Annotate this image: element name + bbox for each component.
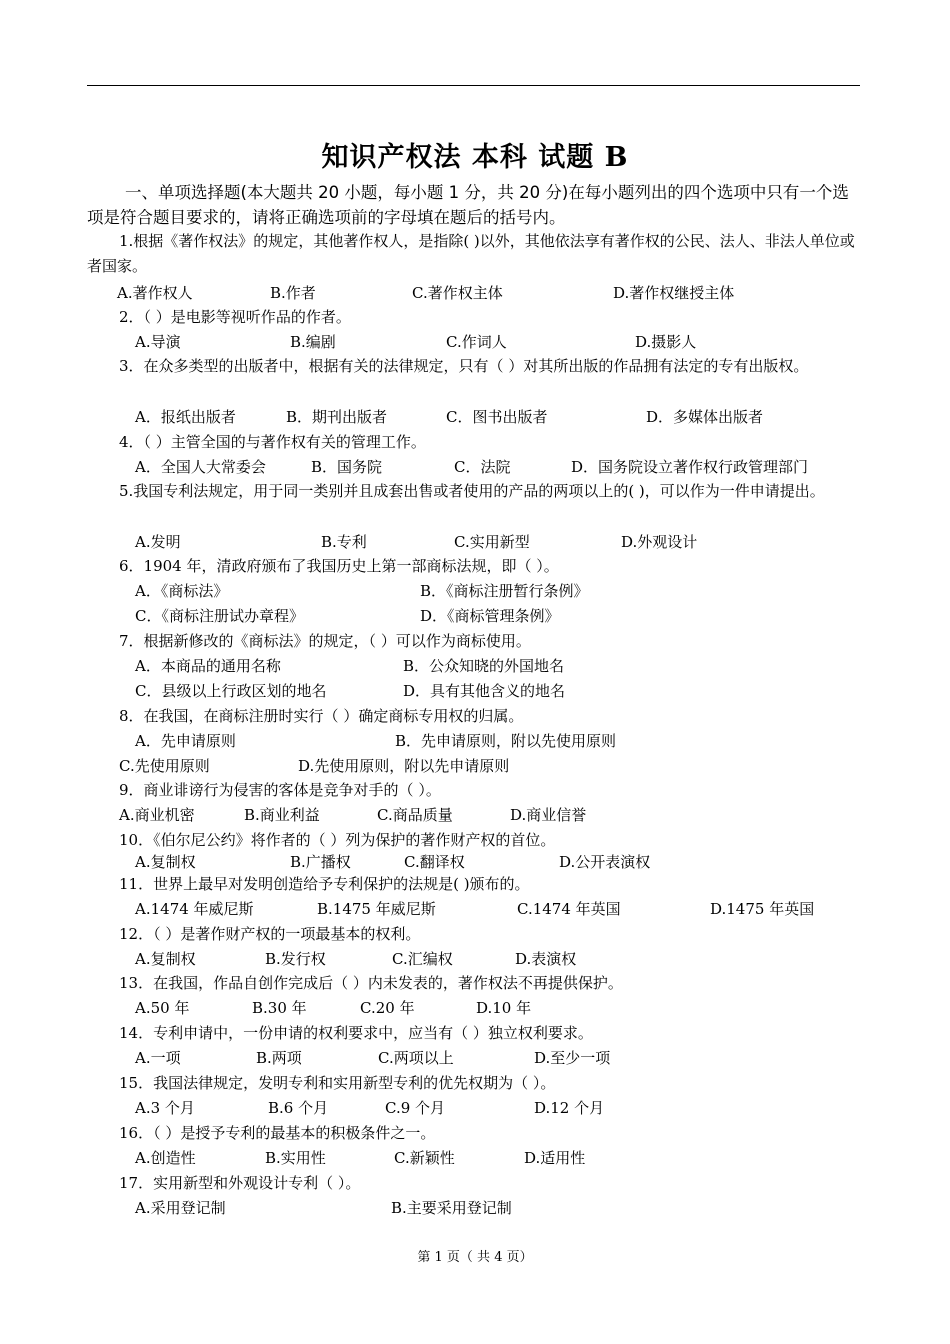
option: C.新颖性 xyxy=(394,1149,455,1167)
question-stem: 8．在我国，在商标注册时实行（ ）确定商标专用权的归属。 xyxy=(119,707,524,725)
question-stem: 3．在众多类型的出版者中，根据有关的法律规定，只有（ ）对其所出版的作品拥有法定的专有出版权。 xyxy=(119,357,809,375)
header-rule xyxy=(87,85,860,86)
option: B.1475 年威尼斯 xyxy=(317,900,436,918)
option: B．国务院 xyxy=(311,458,383,476)
option: A.一项 xyxy=(135,1049,181,1067)
page-title: 知识产权法 本科 试题 B xyxy=(321,142,629,173)
option: C.实用新型 xyxy=(454,533,530,551)
question-stem: 17．实用新型和外观设计专利（ ）。 xyxy=(119,1174,361,1192)
option: D.1475 年英国 xyxy=(710,900,815,918)
option: D.商业信誉 xyxy=(510,806,587,824)
option: A.复制权 xyxy=(135,950,196,968)
question-stem: 2．（ ）是电影等视听作品的作者。 xyxy=(119,308,351,326)
option: B.两项 xyxy=(256,1049,302,1067)
option: D.著作权继授主体 xyxy=(613,284,735,302)
section-intro: 一、单项选择题(本大题共 20 小题，每小题 1 分，共 20 分)在每小题列出的四个选项中只有一个选项是符合题目要求的，请将正确选项前的字母填在题后的括号内。 xyxy=(87,183,849,227)
option: C.1474 年英国 xyxy=(517,900,621,918)
option: B.广播权 xyxy=(290,853,351,871)
option: B.作者 xyxy=(270,284,316,302)
option: A.50 年 xyxy=(135,999,190,1017)
option: D.10 年 xyxy=(476,999,532,1017)
option: A．本商品的通用名称 xyxy=(135,657,281,675)
question-stem: 5.我国专利法规定，用于同一类别并且成套出售或者使用的产品的两项以上的( )，可以作为一件申请提出。 xyxy=(119,482,825,500)
question-stem: 15．我国法律规定，发明专利和实用新型专利的优先权期为（ ）。 xyxy=(119,1074,556,1092)
option: D．具有其他含义的地名 xyxy=(403,682,566,700)
question-stem: 7．根据新修改的《商标法》的规定，（ ）可以作为商标使用。 xyxy=(119,632,531,650)
option: D.摄影人 xyxy=(635,333,697,351)
option: C．法院 xyxy=(454,458,511,476)
option: C.汇编权 xyxy=(392,950,453,968)
option: D．国务院设立著作权行政管理部门 xyxy=(571,458,809,476)
option: D.表演权 xyxy=(515,950,577,968)
question-stem: 4．（ ）主管全国的与著作权有关的管理工作。 xyxy=(119,433,426,451)
option: B.30 年 xyxy=(252,999,307,1017)
question-stem: 16．（ ）是授予专利的最基本的积极条件之一。 xyxy=(119,1124,436,1142)
option: A.发明 xyxy=(135,533,181,551)
option: D.至少一项 xyxy=(534,1049,611,1067)
option: A.采用登记制 xyxy=(135,1199,226,1217)
option: C.著作权主体 xyxy=(412,284,503,302)
option: D.公开表演权 xyxy=(559,853,651,871)
question-stem: 12．（ ）是著作财产权的一项最基本的权利。 xyxy=(119,925,421,943)
option: B．《商标注册暂行条例》 xyxy=(420,582,589,600)
question-stem: 14．专利申请中，一份申请的权利要求中，应当有（ ）独立权利要求。 xyxy=(119,1024,593,1042)
option: B.编剧 xyxy=(290,333,336,351)
option: A.导演 xyxy=(135,333,181,351)
option: C．县级以上行政区划的地名 xyxy=(135,682,327,700)
question-stem: 9．商业诽谤行为侵害的客体是竞争对手的（ ）。 xyxy=(119,781,441,799)
option: B.主要采用登记制 xyxy=(391,1199,512,1217)
option: D.适用性 xyxy=(524,1149,586,1167)
option: A．先申请原则 xyxy=(135,732,236,750)
option: A.创造性 xyxy=(135,1149,196,1167)
question-stem: 11．世界上最早对发明创造给予专利保护的法规是( )颁布的。 xyxy=(119,875,530,893)
question-stem: 10．《伯尔尼公约》将作者的（ ）列为保护的著作财产权的首位。 xyxy=(119,831,556,849)
option: D.外观设计 xyxy=(621,533,698,551)
option: D．多媒体出版者 xyxy=(646,408,764,426)
option: C.两项以上 xyxy=(378,1049,454,1067)
option: A．报纸出版者 xyxy=(135,408,236,426)
option: B.商业利益 xyxy=(244,806,320,824)
option: A．全国人大常委会 xyxy=(135,458,266,476)
option: D.12 个月 xyxy=(534,1099,605,1117)
option: C.先使用原则 xyxy=(119,757,210,775)
option: D．《商标管理条例》 xyxy=(420,607,560,625)
option: A.商业机密 xyxy=(119,806,195,824)
option: B．公众知晓的外国地名 xyxy=(403,657,565,675)
question-stem: 1.根据《著作权法》的规定，其他著作权人，是指除( )以外，其他依法享有著作权的公民、法人、非法人单位或者国家。 xyxy=(87,232,855,275)
question-stem: 6．1904 年，清政府颁布了我国历史上第一部商标法规，即（ ）。 xyxy=(119,557,559,575)
option: A．《商标法》 xyxy=(135,582,229,600)
option: D.先使用原则，附以先申请原则 xyxy=(298,757,510,775)
option: B.6 个月 xyxy=(268,1099,329,1117)
option: C．图书出版者 xyxy=(446,408,548,426)
option: C.商品质量 xyxy=(377,806,453,824)
option: C.作词人 xyxy=(446,333,507,351)
option: C.翻译权 xyxy=(404,853,465,871)
option: C.9 个月 xyxy=(385,1099,446,1117)
option: A.3 个月 xyxy=(135,1099,195,1117)
option: A.1474 年威尼斯 xyxy=(135,900,254,918)
option: A.著作权人 xyxy=(117,284,193,302)
option: B．期刊出版者 xyxy=(286,408,388,426)
option: B.发行权 xyxy=(265,950,326,968)
option: B.专利 xyxy=(321,533,367,551)
question-stem: 13．在我国，作品自创作完成后（ ）内未发表的，著作权法不再提供保护。 xyxy=(119,974,623,992)
option: C．《商标注册试办章程》 xyxy=(135,607,304,625)
option: B．先申请原则，附以先使用原则 xyxy=(395,732,617,750)
option: A.复制权 xyxy=(135,853,196,871)
option: B.实用性 xyxy=(265,1149,326,1167)
page-footer: 第 1 页（ 共 4 页） xyxy=(417,1250,533,1265)
option: C.20 年 xyxy=(360,999,415,1017)
